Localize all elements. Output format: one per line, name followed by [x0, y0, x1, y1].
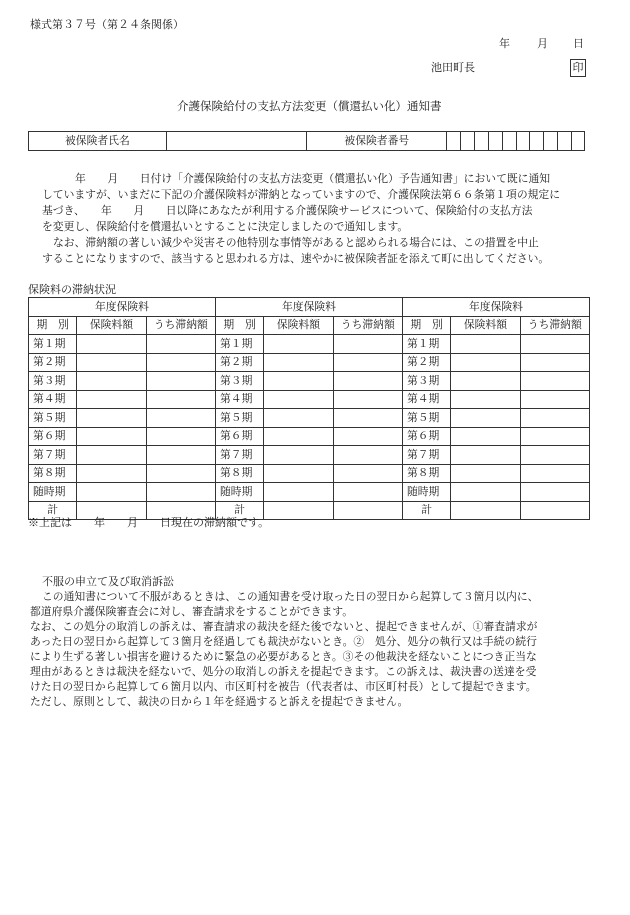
date-day-label: 日 — [573, 37, 584, 50]
premium-amount-cell[interactable] — [264, 390, 333, 409]
body-line: することになりますので、該当すると思われる方は、速やかに被保険者証を添えて町に出してください。 — [42, 252, 550, 265]
premium-amount-cell[interactable] — [451, 427, 520, 446]
appeal-line: 都道府県介護保険審査会に対し、審査請求をすることができます。 — [30, 605, 354, 618]
period-label: 第５期 — [215, 409, 263, 428]
arrears-amount-cell[interactable] — [146, 335, 215, 354]
date-month-label: 月 — [537, 37, 548, 50]
arrears-amount-cell[interactable] — [333, 353, 402, 372]
fiscal-year-premium-header: 年度保険料 — [215, 298, 402, 317]
period-label: 第１期 — [29, 335, 77, 354]
arrears-amount-cell[interactable] — [520, 372, 589, 391]
arrears-amount-cell[interactable] — [520, 335, 589, 354]
date-year-label: 年 — [499, 37, 510, 50]
insured-number-digit[interactable] — [558, 132, 572, 151]
insured-number-digit[interactable] — [530, 132, 544, 151]
fiscal-year-premium-header: 年度保険料 — [29, 298, 216, 317]
arrears-amount-cell[interactable] — [333, 390, 402, 409]
arrears-amount-cell[interactable] — [333, 501, 402, 520]
premium-amount-cell[interactable] — [77, 353, 146, 372]
arrears-amount-cell[interactable] — [333, 483, 402, 502]
insured-number-label: 被保険者番号 — [307, 132, 447, 151]
body-line: 基づき、 年 月 日以降にあなたが利用する介護保険サービスについて、保険給付の支払方法 — [42, 204, 533, 217]
appeal-line: あった日の翌日から起算して３箇月を経過しても裁決がないとき。② 処分、処分の執行又は手続の続行 — [30, 635, 537, 648]
premium-amount-cell[interactable] — [264, 446, 333, 465]
period-label: 第１期 — [402, 335, 450, 354]
body-line: を変更し、保険給付を償還払いとすることに決定しましたので通知します。 — [42, 220, 409, 233]
arrears-row — [29, 390, 590, 409]
premium-amount-cell[interactable] — [77, 427, 146, 446]
document-title: 介護保険給付の支払方法変更（償還払い化）通知書 — [177, 99, 442, 113]
period-label: 第３期 — [29, 372, 77, 391]
premium-amount-cell[interactable] — [77, 335, 146, 354]
premium-amount-cell[interactable] — [451, 501, 520, 520]
arrears-row — [29, 446, 590, 465]
premium-amount-cell[interactable] — [77, 409, 146, 428]
premium-amount-cell[interactable] — [451, 390, 520, 409]
premium-amount-cell[interactable] — [264, 335, 333, 354]
premium-amount-cell[interactable] — [77, 372, 146, 391]
arrears-amount-cell[interactable] — [333, 427, 402, 446]
premium-amount-cell[interactable] — [451, 464, 520, 483]
appeal-line: により生ずる著しい損害を避けるために緊急の必要があるとき。③その他裁決を経ないことにつき正当な — [30, 650, 537, 663]
insured-number-digit[interactable] — [544, 132, 558, 151]
premium-amount-cell[interactable] — [451, 372, 520, 391]
arrears-amount-cell[interactable] — [520, 390, 589, 409]
period-label: 第５期 — [29, 409, 77, 428]
arrears-row — [29, 464, 590, 483]
premium-amount-cell[interactable] — [264, 464, 333, 483]
insured-name-field[interactable] — [166, 132, 307, 151]
body-line: なお、滞納額の著しい減少や災害その他特別な事情等があると認められる場合には、この措置を中止 — [53, 236, 539, 249]
period-column-header: 期 別 — [215, 316, 263, 335]
period-label: 第８期 — [402, 464, 450, 483]
arrears-amount-cell[interactable] — [333, 409, 402, 428]
period-label: 計 — [402, 501, 450, 520]
arrears-amount-cell[interactable] — [520, 464, 589, 483]
arrears-row — [29, 409, 590, 428]
insured-number-digit[interactable] — [488, 132, 502, 151]
period-label: 第６期 — [215, 427, 263, 446]
insured-number-digit[interactable] — [516, 132, 530, 151]
arrears-amount-cell[interactable] — [146, 446, 215, 465]
arrears-row — [29, 335, 590, 354]
arrears-amount-header: うち滞納額 — [333, 316, 402, 335]
arrears-table — [28, 297, 590, 520]
insured-info-table — [28, 131, 585, 151]
premium-amount-cell[interactable] — [451, 483, 520, 502]
period-label: 第３期 — [402, 372, 450, 391]
arrears-amount-cell[interactable] — [520, 409, 589, 428]
period-label: 随時期 — [29, 483, 77, 502]
premium-amount-header: 保険料額 — [77, 316, 146, 335]
arrears-amount-cell[interactable] — [520, 501, 589, 520]
arrears-amount-cell[interactable] — [333, 335, 402, 354]
premium-amount-cell[interactable] — [451, 409, 520, 428]
period-label: 第２期 — [402, 353, 450, 372]
premium-amount-cell[interactable] — [451, 335, 520, 354]
issuer-name: 池田町長 — [431, 61, 475, 74]
arrears-amount-cell[interactable] — [146, 464, 215, 483]
premium-amount-cell[interactable] — [77, 464, 146, 483]
insured-number-digit[interactable] — [461, 132, 475, 151]
premium-amount-cell[interactable] — [77, 390, 146, 409]
fiscal-year-premium-header: 年度保険料 — [402, 298, 589, 317]
arrears-amount-cell[interactable] — [520, 353, 589, 372]
appeal-line: ただし、原則として、裁決の日から１年を経過すると訴えを提起できません。 — [30, 695, 409, 708]
period-column-header: 期 別 — [29, 316, 77, 335]
premium-amount-cell[interactable] — [264, 353, 333, 372]
premium-amount-cell[interactable] — [451, 353, 520, 372]
arrears-row — [29, 353, 590, 372]
period-label: 第７期 — [402, 446, 450, 465]
period-label: 第６期 — [402, 427, 450, 446]
premium-amount-cell[interactable] — [264, 409, 333, 428]
arrears-row — [29, 427, 590, 446]
arrears-amount-cell[interactable] — [146, 353, 215, 372]
insured-number-digit[interactable] — [447, 132, 461, 151]
premium-amount-header: 保険料額 — [451, 316, 520, 335]
premium-amount-cell[interactable] — [451, 446, 520, 465]
insured-name-label: 被保険者氏名 — [29, 132, 167, 151]
premium-amount-cell[interactable] — [264, 427, 333, 446]
period-label: 第１期 — [215, 335, 263, 354]
appeal-heading: 不服の申立て及び取消訴訟 — [42, 575, 174, 588]
arrears-amount-cell[interactable] — [146, 409, 215, 428]
arrears-heading: 保険料の滞納状況 — [28, 283, 116, 296]
arrears-amount-cell[interactable] — [333, 446, 402, 465]
period-label: 第２期 — [215, 353, 263, 372]
arrears-amount-cell[interactable] — [520, 446, 589, 465]
period-label: 計 — [215, 501, 263, 520]
insured-number-digit[interactable] — [474, 132, 488, 151]
period-label: 第３期 — [215, 372, 263, 391]
period-label: 第７期 — [215, 446, 263, 465]
appeal-line: けた日の翌日から起算して６箇月以内、市区町村を被告（代表者は、市区町村長）として提起できます。 — [30, 680, 537, 693]
period-label: 第７期 — [29, 446, 77, 465]
period-label: 第４期 — [215, 390, 263, 409]
period-label: 第５期 — [402, 409, 450, 428]
premium-amount-cell[interactable] — [264, 372, 333, 391]
period-label: 随時期 — [215, 483, 263, 502]
arrears-footnote: ※上記は 年 月 日現在の滞納額です。 — [28, 516, 270, 529]
body-line: していますが、いまだに下記の介護保険料が滞納となっていますので、介護保険法第６６条第１項の規定に — [42, 188, 561, 201]
arrears-amount-cell[interactable] — [333, 372, 402, 391]
arrears-amount-header: うち滞納額 — [520, 316, 589, 335]
arrears-row — [29, 483, 590, 502]
arrears-amount-cell[interactable] — [146, 390, 215, 409]
premium-amount-cell[interactable] — [264, 501, 333, 520]
period-label: 随時期 — [402, 483, 450, 502]
insured-number-digit[interactable] — [502, 132, 516, 151]
premium-amount-cell[interactable] — [77, 483, 146, 502]
arrears-amount-cell[interactable] — [146, 483, 215, 502]
seal-mark: 印 — [570, 59, 586, 77]
period-label: 第４期 — [29, 390, 77, 409]
period-label: 第８期 — [215, 464, 263, 483]
arrears-amount-header: うち滞納額 — [146, 316, 215, 335]
period-label: 第６期 — [29, 427, 77, 446]
premium-amount-cell[interactable] — [77, 446, 146, 465]
appeal-line: 理由があるときは裁決を経ないで、処分の取消しの訴えを提起できます。この訴えは、裁決書の送達を受 — [30, 665, 537, 678]
period-label: 第８期 — [29, 464, 77, 483]
arrears-amount-cell[interactable] — [146, 372, 215, 391]
appeal-line: なお、この処分の取消しの訴えは、審査請求の裁決を経た後でないと、提起できませんが、①審査請求が — [30, 620, 538, 633]
period-label: 第２期 — [29, 353, 77, 372]
form-number: 様式第３７号（第２４条関係） — [30, 18, 184, 31]
arrears-amount-cell[interactable] — [146, 427, 215, 446]
arrears-amount-cell[interactable] — [520, 483, 589, 502]
arrears-amount-cell[interactable] — [333, 464, 402, 483]
body-line: 年 月 日付け「介護保険給付の支払方法変更（償還払い化）予告通知書」において既に通知 — [75, 172, 551, 185]
period-column-header: 期 別 — [402, 316, 450, 335]
arrears-amount-cell[interactable] — [520, 427, 589, 446]
appeal-line: この通知書について不服があるときは、この通知書を受け取った日の翌日から起算して３箇月以内に、 — [42, 590, 539, 603]
period-label: 第４期 — [402, 390, 450, 409]
arrears-row — [29, 372, 590, 391]
insured-number-digit[interactable] — [572, 132, 585, 151]
premium-amount-header: 保険料額 — [264, 316, 333, 335]
premium-amount-cell[interactable] — [264, 483, 333, 502]
period-label: 計 — [29, 501, 77, 520]
